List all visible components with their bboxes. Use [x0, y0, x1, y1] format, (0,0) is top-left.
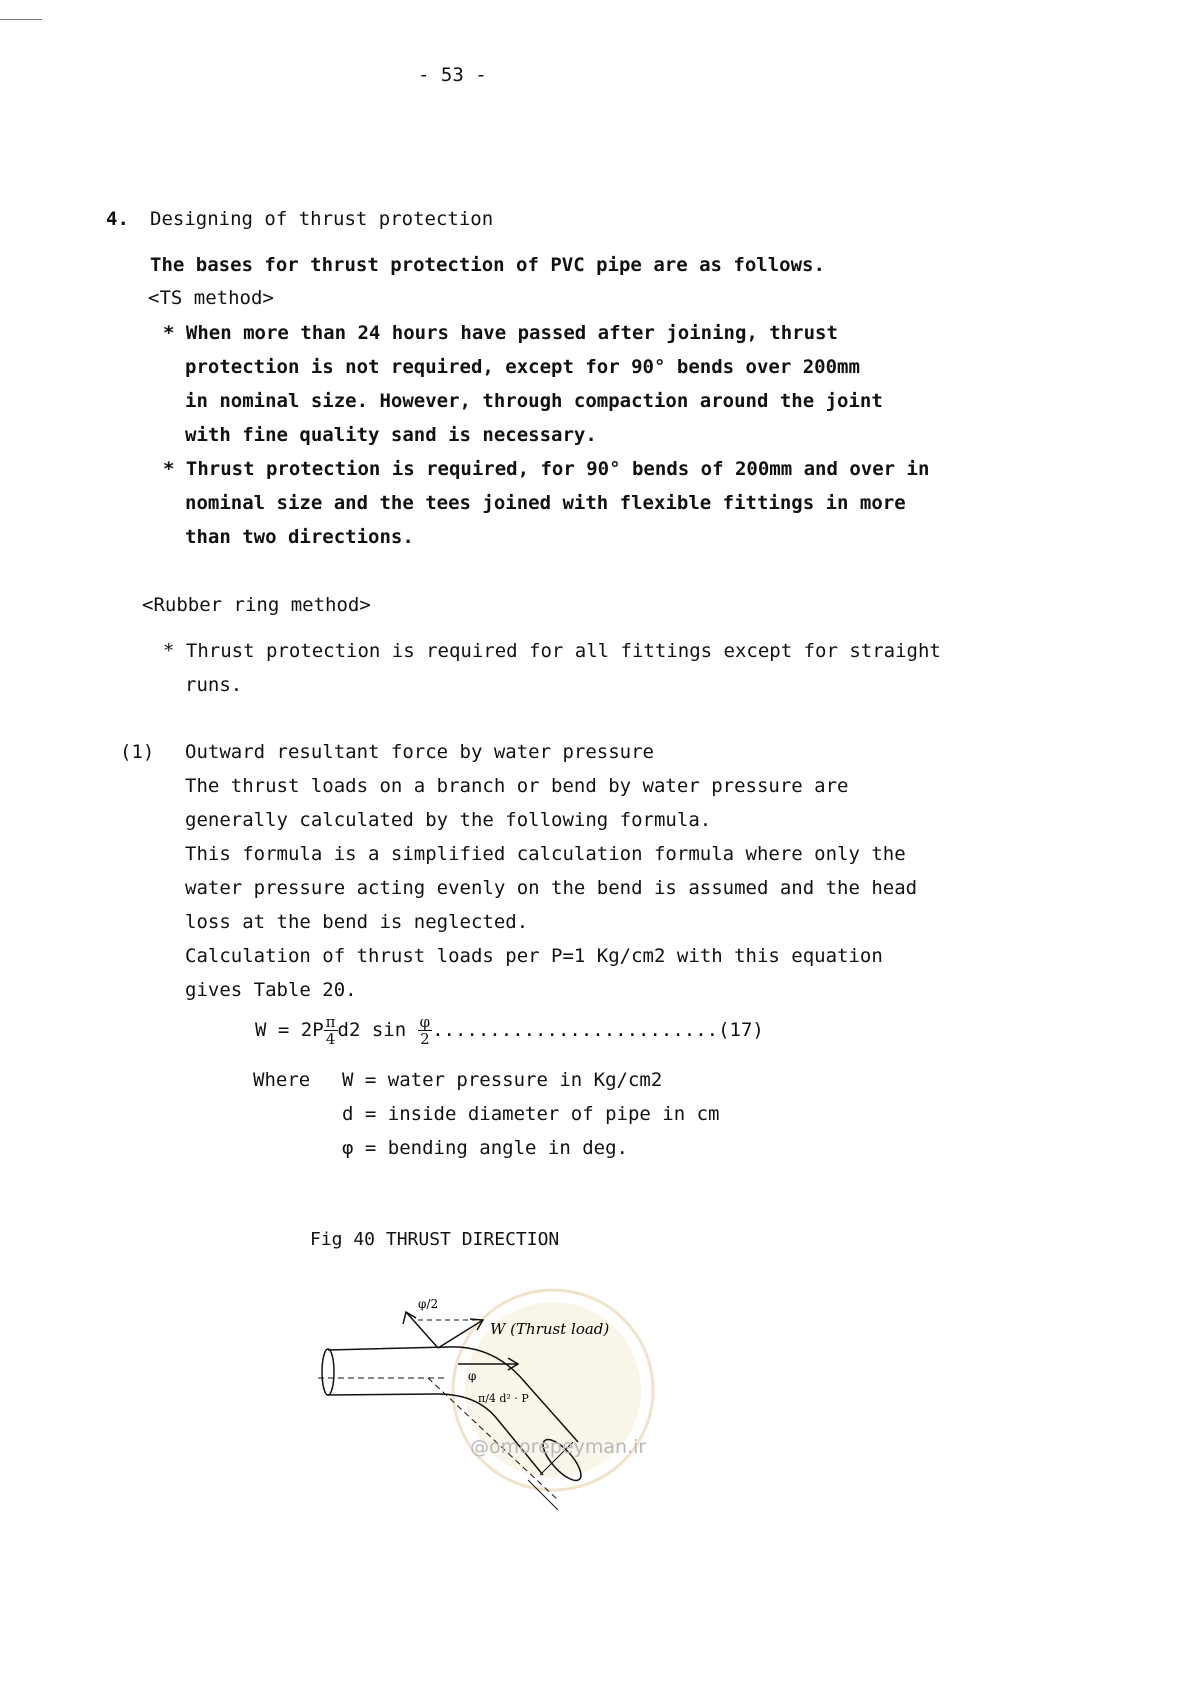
ts-bullet-1-line-3: in nominal size. However, through compaction around the joint — [185, 390, 883, 412]
ts-bullet-1-line-4: with fine quality sand is necessary. — [185, 424, 597, 446]
subsection-line-2: generally calculated by the following formula. — [185, 809, 712, 831]
ts-bullet-2-line-3: than two directions. — [185, 526, 414, 548]
ts-bullet-2-line-1: * Thrust protection is required, for 90° bends of 200mm and over in — [163, 458, 930, 480]
where-w-definition: W = water pressure in Kg/cm2 — [342, 1069, 663, 1091]
section-number: 4. — [106, 208, 129, 230]
ts-bullet-1-line-1: * When more than 24 hours have passed after joining, thrust — [163, 322, 838, 344]
rubber-bullet-line-1: * Thrust protection is required for all fittings except for straight — [163, 640, 941, 662]
figure-label-phi: φ — [468, 1369, 477, 1383]
subsection-line-3: This formula is a simplified calculation formula where only the — [185, 843, 906, 865]
rubber-method-heading: <Rubber ring method> — [142, 594, 371, 616]
ts-bullet-1-line-2: protection is not required, except for 90° bends over 200mm — [185, 356, 860, 378]
formula-number: (17) — [718, 1019, 764, 1041]
subsection-line-1: The thrust loads on a branch or bend by water pressure are — [185, 775, 849, 797]
figure-label-top: φ/2 — [418, 1297, 439, 1311]
subsection-number: (1) — [120, 741, 155, 763]
page-number: - 53 - — [418, 64, 487, 86]
subsection-title: Outward resultant force by water pressure — [185, 741, 654, 763]
figure-label-w: W (Thrust load) — [490, 1320, 610, 1338]
formula-fraction-phi — [418, 1014, 433, 1047]
subsection-line-7: gives Table 20. — [185, 979, 357, 1001]
ts-method-heading: <TS method> — [148, 287, 274, 309]
top-rule — [0, 19, 42, 20]
watermark-text: @omorepeyman.ir — [470, 1436, 647, 1458]
section-title: Designing of thrust protection — [150, 208, 494, 230]
where-phi-definition: φ = bending angle in deg. — [342, 1137, 628, 1159]
formula-fraction-phi-numerator: φ — [419, 1013, 431, 1031]
subsection-line-4: water pressure acting evenly on the bend is assumed and the head — [185, 877, 918, 899]
formula-fraction-pi-numerator: π — [325, 1013, 336, 1031]
formula-fraction-pi-denominator: 4 — [325, 1030, 336, 1048]
ts-bullet-2-line-2: nominal size and the tees joined with flexible fittings in more — [185, 492, 906, 514]
figure-label-force: π/4 d² · P — [478, 1392, 529, 1405]
formula-fraction-phi-denominator: 2 — [420, 1030, 430, 1048]
rubber-bullet-line-2: runs. — [185, 674, 243, 696]
subsection-line-6: Calculation of thrust loads per P=1 Kg/cm2 with this equation — [185, 945, 883, 967]
formula-dots: ......................... — [432, 1019, 719, 1041]
thrust-direction-diagram — [318, 1297, 718, 1670]
formula-lhs: W = 2P — [255, 1019, 324, 1041]
figure-caption: Fig 40 THRUST DIRECTION — [310, 1229, 560, 1250]
section-intro: The bases for thrust protection of PVC pipe are as follows. — [150, 254, 825, 276]
formula-fraction-pi — [324, 1014, 338, 1047]
figure-thrust-direction — [318, 1297, 718, 1670]
subsection-line-5: loss at the bend is neglected. — [185, 911, 529, 933]
where-d-definition: d = inside diameter of pipe in cm — [342, 1103, 720, 1125]
formula-17 — [255, 1014, 764, 1047]
formula-middle: d2 sin — [337, 1019, 407, 1041]
where-label: Where — [253, 1069, 311, 1091]
